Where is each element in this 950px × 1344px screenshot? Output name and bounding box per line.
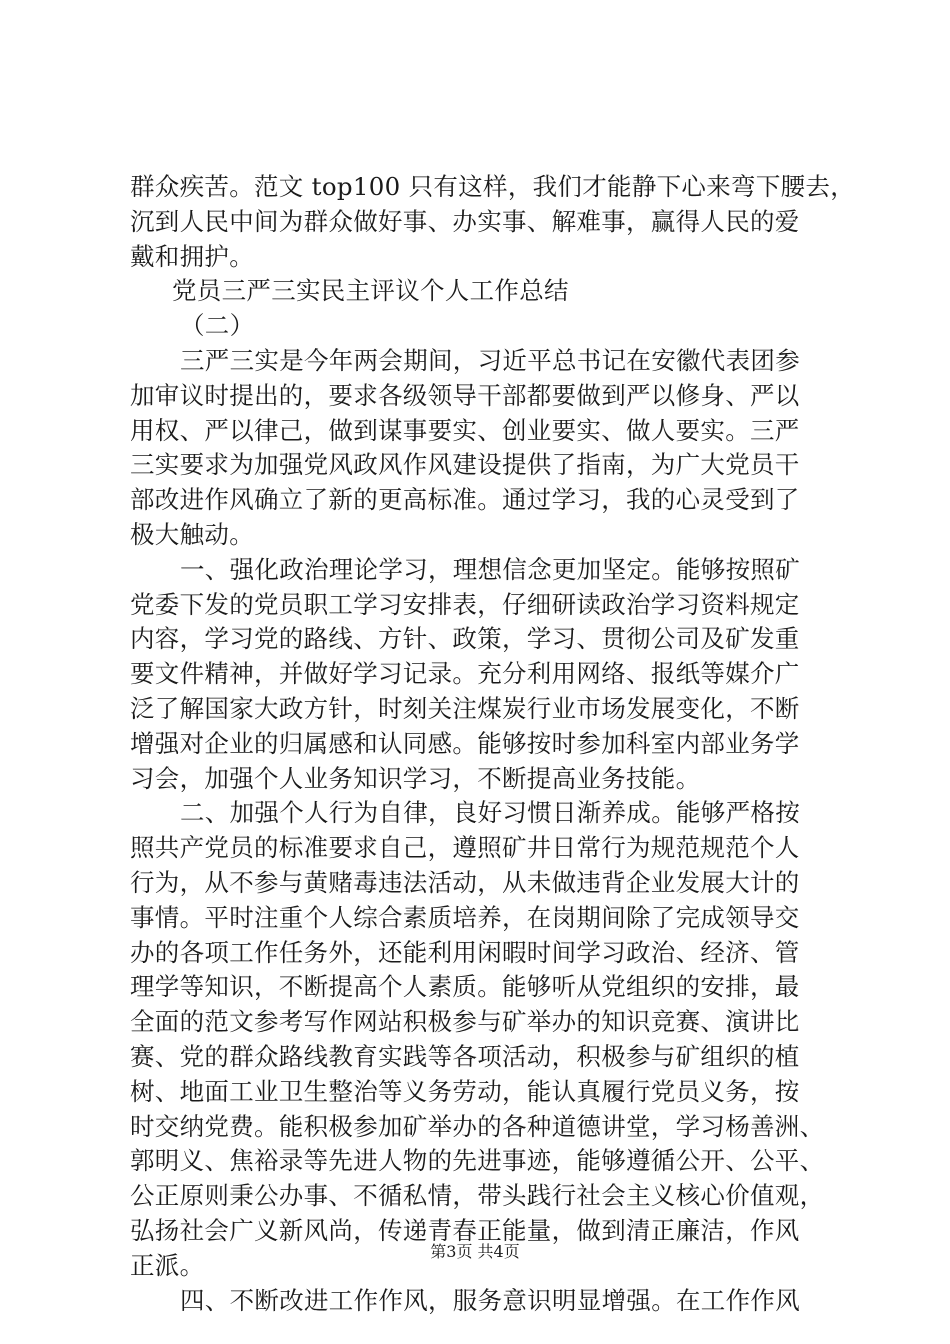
text-line: 沉到人民中间为群众做好事、办实事、解难事，赢得人民的爱	[130, 206, 800, 236]
text-line: 正派。	[130, 1250, 205, 1280]
text-line: 办的各项工作任务外，还能利用闲暇时间学习政治、经济、管	[130, 937, 800, 967]
text-line: 群众疾苦。范文 top100 只有这样，我们才能静下心来弯下腰去，	[130, 172, 856, 201]
text-line: 赛、党的群众路线教育实践等各项活动，积极参与矿组织的植	[130, 1041, 800, 1071]
text-line: 内容，学习党的路线、方针、政策，学习、贯彻公司及矿发重	[130, 624, 800, 654]
paragraph-start: 二、加强个人行为自律，良好习惯日渐养成。能够严格按	[180, 798, 800, 828]
text-line: 三实要求为加强党风政风作风建设提供了指南，为广大党员干	[130, 450, 800, 480]
text-line: 泛了解国家大政方针，时刻关注煤炭行业市场发展变化，不断	[130, 693, 800, 723]
text-line: 增强对企业的归属感和认同感。能够按时参加科室内部业务学	[130, 728, 800, 758]
text-line: 树、地面工业卫生整治等义务劳动，能认真履行党员义务，按	[130, 1076, 800, 1106]
text-line: 党委下发的党员职工学习安排表，仔细研读政治学习资料规定	[130, 589, 800, 619]
text-line: 部改进作风确立了新的更高标准。通过学习，我的心灵受到了	[130, 485, 800, 515]
text-line: 时交纳党费。能积极参加矿举办的各种道德讲堂，学习杨善洲、	[130, 1111, 825, 1141]
text-line: 事情。平时注重个人综合素质培养，在岗期间除了完成领导交	[130, 902, 800, 932]
text-line: 照共产党员的标准要求自己，遵照矿井日常行为规范规范个人	[130, 833, 800, 863]
text-line: 理学等知识，不断提高个人素质。能够听从党组织的安排，最	[130, 972, 800, 1002]
section-subtitle: （二）	[180, 311, 255, 341]
text-line: 公正原则秉公办事、不循私情，带头践行社会主义核心价值观，	[130, 1181, 825, 1211]
document-body	[130, 170, 856, 1318]
text-line: 全面的范文参考写作网站积极参与矿举办的知识竞赛、演讲比	[130, 1007, 800, 1037]
page-number: 第3页 共4页	[430, 1242, 520, 1261]
paragraph-start: 一、强化政治理论学习，理想信念更加坚定。能够按照矿	[180, 554, 800, 584]
text-line: 戴和拥护。	[130, 241, 254, 271]
paragraph-start: 四、不断改进工作作风，服务意识明显增强。在工作作风	[180, 1285, 800, 1315]
text-line: 行为，从不参与黄赌毒违法活动，从未做违背企业发展大计的	[130, 867, 800, 897]
text-line: 弘扬社会广义新风尚，传递青春正能量，做到清正廉洁，作风	[130, 1215, 800, 1245]
text-line: 郭明义、焦裕录等先进人物的先进事迹，能够遵循公开、公平、	[130, 1146, 825, 1176]
text-line: 极大触动。	[130, 519, 254, 549]
section-title: 党员三严三实民主评议个人工作总结	[172, 276, 569, 306]
text-line: 习会，加强个人业务知识学习，不断提高业务技能。	[130, 763, 701, 793]
text-line: 要文件精神，并做好学习记录。充分利用网络、报纸等媒介广	[130, 659, 800, 689]
text-line: 用权、严以律己，做到谋事要实、创业要实、做人要实。三严	[130, 415, 800, 445]
paragraph-start: 三严三实是今年两会期间，习近平总书记在安徽代表团参	[180, 345, 800, 375]
text-line: 加审议时提出的，要求各级领导干部都要做到严以修身、严以	[130, 380, 800, 410]
